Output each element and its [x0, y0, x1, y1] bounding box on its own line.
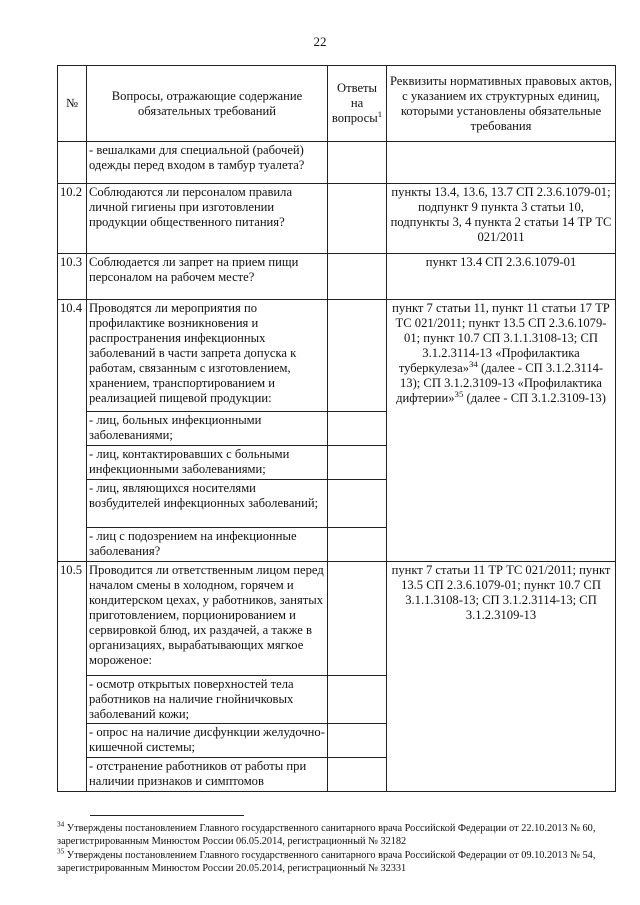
row-refs — [387, 300, 616, 562]
footnote-ref: 34 — [469, 358, 478, 369]
table-row — [58, 254, 616, 300]
requirements-table — [57, 65, 616, 792]
table-row — [58, 300, 616, 412]
row-refs — [387, 142, 616, 184]
header-num: № — [58, 66, 87, 142]
row-refs: пункт 7 статьи 11 ТР ТС 021/2011; пункт 13.5 СП 2.3.6.1079-01; пункт 10.7 СП 3.1.1.3108-13; СП 3.1.2.3114-13; СП 3.1.2.3109-13 — [387, 562, 616, 792]
header-question: Вопросы, отражающие содержание обязательных требований — [87, 66, 328, 142]
row-refs-part: (далее - СП 3.1.2.3109-13) — [463, 391, 606, 405]
row-subquestion: - лиц с подозрением на инфекционные заболевания? — [87, 528, 328, 562]
footnote-ref: 35 — [454, 388, 464, 399]
row-question: Соблюдается ли запрет на прием пищи персоналом на рабочем месте? — [87, 254, 328, 300]
row-answer-cell — [328, 446, 387, 480]
footnotes — [57, 822, 619, 876]
row-subquestion: - лиц, контактировавших с больными инфекционными заболеваниями; — [87, 446, 328, 480]
row-answer-cell — [328, 676, 387, 724]
footnote — [57, 822, 619, 848]
footnote-text: Утверждены постановлением Главного государственного санитарного врача Российской Федерации от 22.10.2013 № 60, зарегистрированным Минюстом России 06.05.2014, регистрационный № 32182 — [57, 823, 596, 847]
row-answer-cell — [328, 184, 387, 254]
header-answer — [328, 66, 387, 142]
row-num: 10.2 — [58, 184, 87, 254]
row-answer-cell — [328, 562, 387, 676]
row-refs: пункт 13.4 СП 2.3.6.1079-01 — [387, 254, 616, 300]
row-subquestion: - осмотр открытых поверхностей тела работников на наличие гнойничковых заболеваний кожи; — [87, 676, 328, 724]
header-answer-footnote: 1 — [377, 108, 383, 119]
row-refs: пункты 13.4, 13.6, 13.7 СП 2.3.6.1079-01; подпункт 9 пункта 3 статьи 10, подпункты 3, 4 пункта 2 статьи 14 ТР ТС 021/2011 — [387, 184, 616, 254]
table-row — [58, 142, 616, 184]
row-question: Проводятся ли мероприятия по профилактике возникновения и распространения инфекционных заболеваний в части запрета допуска к работам, связанным с изготовлением, хранением, транспортированием и реализацией пищевой продукции: — [87, 300, 328, 412]
row-question: - вешалками для специальной (рабочей) одежды перед входом в тамбур туалета? — [87, 142, 328, 184]
row-answer-cell — [328, 724, 387, 758]
row-num — [58, 142, 87, 184]
table-row — [58, 562, 616, 676]
row-answer-cell — [328, 528, 387, 562]
row-answer-cell — [328, 254, 387, 300]
row-num: 10.3 — [58, 254, 87, 300]
row-subquestion: - отстранение работников от работы при наличии признаков и симптомов — [87, 758, 328, 792]
row-answer-cell — [328, 480, 387, 528]
row-num: 10.4 — [58, 300, 87, 562]
row-question: Соблюдаются ли персоналом правила личной гигиены при изготовлении продукции общественного питания? — [87, 184, 328, 254]
table-header-row — [58, 66, 616, 142]
page-number: 22 — [313, 34, 327, 49]
row-subquestion: - опрос на наличие дисфункции желудочно-кишечной системы; — [87, 724, 328, 758]
footnote-mark: 35 — [57, 847, 65, 856]
row-question: Проводится ли ответственным лицом перед началом смены в холодном, горячем и кондитерском цехах, у работников, занятых приготовлением, порционированием и сервировкой блюд, их раздачей, а также в организациях, вырабатывающих мягкое мороженое: — [87, 562, 328, 676]
row-answer-cell — [328, 300, 387, 412]
header-requisites: Реквизиты нормативных правовых актов, с указанием их структурных единиц, которыми установлены обязательные требования — [387, 66, 616, 142]
footnote-text: Утверждены постановлением Главного государственного санитарного врача Российской Федерации от 09.10.2013 № 54, зарегистрированным Минюстом России 20.05.2014, регистрационный № 32331 — [57, 850, 596, 874]
row-num: 10.5 — [58, 562, 87, 792]
footnote-mark: 34 — [57, 820, 65, 829]
footnote — [57, 849, 619, 875]
header-answer-text: Ответы на вопросы — [331, 81, 378, 125]
row-subquestion: - лиц, являющихся носителями возбудителей инфекционных заболеваний; — [87, 480, 328, 528]
row-refs-part: (далее - СП 3.1.2.3114-13); СП 3.1.2.3109-13 «Профилактика дифтерии» — [396, 361, 604, 405]
row-subquestion: - лиц, больных инфекционными заболеваниями; — [87, 412, 328, 446]
row-answer-cell — [328, 412, 387, 446]
table-row — [58, 184, 616, 254]
row-answer-cell — [328, 758, 387, 792]
footnote-separator — [90, 815, 244, 816]
row-refs-part: пункт 7 статьи 11, пункт 11 статьи 17 ТР ТС 021/2011; пункт 13.5 СП 2.3.6.1079-01; пункт 10.7 СП 3.1.1.3108-13; СП 3.1.2.3114-13 «Профилактика туберкулеза» — [392, 301, 610, 375]
row-answer-cell — [328, 142, 387, 184]
